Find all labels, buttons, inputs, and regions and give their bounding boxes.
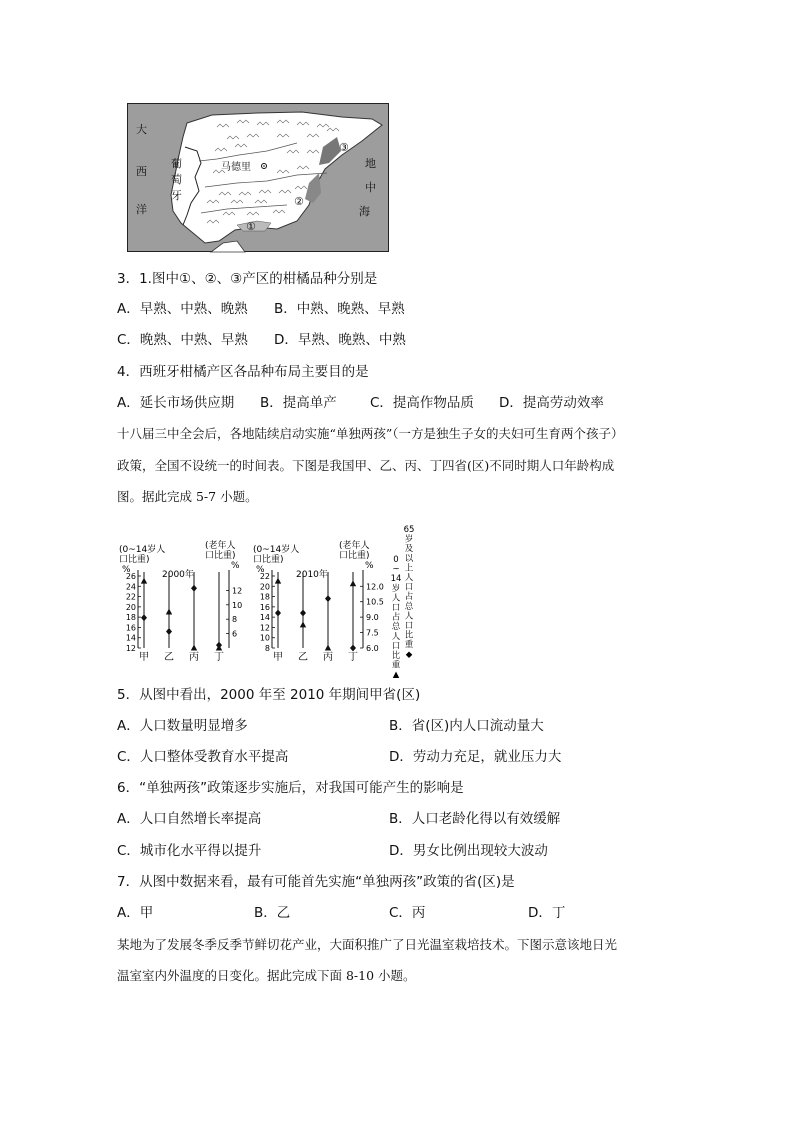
legend-triangle-char: 重 xyxy=(391,660,401,671)
med-label-2: 中 xyxy=(365,181,376,194)
med-label-1: 地 xyxy=(365,157,376,170)
right-tick-label: 6.0 xyxy=(366,644,379,653)
diamond-point xyxy=(300,610,306,617)
legend-triangle-char: ~ xyxy=(392,564,400,575)
legend-triangle-char: 比 xyxy=(391,651,401,661)
legend-diamond-char: 总 xyxy=(404,601,414,612)
q7-option-c: C．丙 xyxy=(389,905,426,921)
portugal-label-2: 萄 xyxy=(171,173,182,186)
diamond-point xyxy=(350,645,356,652)
right-tick-label: 6 xyxy=(232,629,238,639)
legend-diamond-char: 占 xyxy=(404,592,414,603)
diamond-point xyxy=(216,642,222,649)
category-label: 丁 xyxy=(348,652,358,663)
left-tick-label: 20 xyxy=(259,582,270,592)
right-tick-label: 10 xyxy=(232,600,243,610)
legend-triangle-char: 0 xyxy=(393,555,399,565)
right-tick-label: 12 xyxy=(232,586,243,596)
legend-diamond-char: 及 xyxy=(404,544,414,555)
y-left-label: 口比重) xyxy=(119,555,150,565)
legend-diamond-char: 重 xyxy=(404,640,414,651)
legend-diamond-char: 65 xyxy=(403,525,415,535)
region-3-label: ③ xyxy=(339,141,349,154)
chart-title: 2000年 xyxy=(162,570,194,580)
category-label: 甲 xyxy=(139,652,149,663)
q4-stem: 4．西班牙柑橘产区各品种布局主要目的是 xyxy=(117,364,369,380)
legend-diamond-char: 岁 xyxy=(404,534,414,545)
left-tick-label: 22 xyxy=(259,572,270,581)
q5-option-c: C．人口整体受教育水平提高 xyxy=(117,749,289,765)
legend-triangle-char: 口 xyxy=(391,603,401,613)
left-tick-label: 14 xyxy=(259,613,270,623)
left-tick-label: 14 xyxy=(125,633,136,643)
legend-diamond-char: 口 xyxy=(404,621,414,631)
med-label-3: 海 xyxy=(359,205,370,218)
category-label: 乙 xyxy=(298,652,308,663)
q6-option-c: C．城市化水平得以提升 xyxy=(117,843,262,859)
y-left-label: 口比重) xyxy=(253,555,284,565)
left-tick-label: 18 xyxy=(259,592,270,602)
passage1-line-3: 图。据此完成 5-7 小题。 xyxy=(117,489,258,504)
left-tick-label: 20 xyxy=(125,602,136,612)
q7-stem: 7．从图中数据来看，最有可能首先实施“单独两孩”政策的省(区)是 xyxy=(117,874,515,890)
region-1-label: ① xyxy=(246,220,256,233)
q7-option-b: B．乙 xyxy=(254,905,291,921)
left-tick-label: 18 xyxy=(125,613,136,623)
left-tick-label: 26 xyxy=(125,572,136,581)
category-label: 甲 xyxy=(273,652,283,663)
atlantic-label-1: 大 xyxy=(136,123,147,136)
y-right-label: (老年人 xyxy=(205,541,236,551)
legend-triangle-char: ▲ xyxy=(392,670,400,681)
q5-option-a: A．人口数量明显增多 xyxy=(117,718,248,734)
chart-title: 2010年 xyxy=(296,570,328,580)
legend-triangle-char: 人 xyxy=(391,631,401,642)
chart-panel-2000 xyxy=(119,539,242,663)
y-right-label: 口比重) xyxy=(205,551,236,561)
legend-diamond-char: 上 xyxy=(404,563,414,574)
category-label: 乙 xyxy=(164,652,174,663)
region-2-label: ② xyxy=(294,195,304,208)
q5-option-b: B．省(区)内人口流动量大 xyxy=(389,718,544,734)
passage1-line-2: 政策，全国不设统一的时间表。下图是我国甲、乙、丙、丁四省(区)不同时期人口年龄构成 xyxy=(117,458,615,473)
q6-option-a: A．人口自然增长率提高 xyxy=(117,811,262,827)
chart-legend xyxy=(391,525,415,680)
legend-diamond-char: 人 xyxy=(404,611,414,622)
triangle-point xyxy=(300,621,306,627)
population-age-chart xyxy=(117,522,422,681)
q3-option-a: A．早熟、中熟、晚熟 xyxy=(117,301,248,317)
triangle-point xyxy=(350,580,356,586)
category-label: 丙 xyxy=(189,652,199,663)
q3-stem: 3．1.图中①、②、③产区的柑橘品种分别是 xyxy=(117,271,378,287)
category-label: 丙 xyxy=(323,652,333,663)
triangle-point xyxy=(325,645,331,651)
right-tick-label: 12.0 xyxy=(366,582,384,592)
q4-option-b: B．提高单产 xyxy=(260,395,337,411)
legend-diamond-char: 口 xyxy=(404,582,414,593)
y-left-label: % xyxy=(256,565,265,575)
legend-diamond-char: ◆ xyxy=(405,649,413,660)
diamond-point xyxy=(191,585,197,592)
left-tick-label: 12 xyxy=(259,623,270,633)
q6-stem: 6．“单独两孩”政策逐步实施后，对我国可能产生的影响是 xyxy=(117,780,464,796)
legend-diamond-char: 以 xyxy=(404,553,414,564)
legend-triangle-char: 占 xyxy=(391,612,401,623)
portugal-label-3: 牙 xyxy=(171,189,182,202)
left-tick-label: 12 xyxy=(125,644,136,653)
left-tick-label: 16 xyxy=(259,602,270,612)
madrid-label: 马德里 xyxy=(221,162,251,173)
q4-option-c: C．提高作物品质 xyxy=(370,395,474,411)
q4-option-a: A．延长市场供应期 xyxy=(117,395,235,411)
diamond-point xyxy=(275,610,281,617)
passage1-line-1: 十八届三中全会后，各地陆续启动实施“单独两孩”（一方是独生子女的夫妇可生育两个孩子） xyxy=(117,426,624,441)
legend-triangle-char: 岁 xyxy=(391,583,401,594)
triangle-point xyxy=(275,578,281,584)
right-tick-label: 7.5 xyxy=(366,628,379,638)
q5-stem: 5．从图中看出，2000 年至 2010 年期间甲省(区) xyxy=(117,687,421,703)
triangle-point xyxy=(166,609,172,615)
q7-option-d: D．丁 xyxy=(528,905,566,921)
q5-option-d: D．劳动力充足，就业压力大 xyxy=(389,749,562,765)
legend-triangle-char: 总 xyxy=(391,622,401,633)
diamond-point xyxy=(325,595,331,602)
atlantic-label-2: 西 xyxy=(136,165,147,178)
right-tick-label: 8 xyxy=(232,615,238,625)
left-tick-label: 22 xyxy=(125,592,136,602)
q3-option-b: B．中熟、晚熟、早熟 xyxy=(274,301,405,317)
y-left-label: (0~14岁人 xyxy=(253,545,300,555)
diamond-point xyxy=(141,614,147,621)
diamond-point xyxy=(166,628,172,635)
left-tick-label: 10 xyxy=(259,633,270,643)
q7-option-a: A．甲 xyxy=(117,905,154,921)
legend-triangle-char: 口 xyxy=(391,641,401,652)
portugal-label-1: 葡 xyxy=(171,157,182,170)
y-right-label: % xyxy=(231,561,240,571)
q3-option-d: D．早熟、晚熟、中熟 xyxy=(274,332,406,348)
triangle-point xyxy=(191,645,197,651)
legend-triangle-char: 14 xyxy=(390,574,402,585)
right-tick-label: 9.0 xyxy=(366,613,379,623)
y-left-label: (0~14岁人 xyxy=(119,545,166,555)
y-right-label: % xyxy=(365,561,374,571)
category-label: 丁 xyxy=(214,652,224,663)
legend-triangle-char: 人 xyxy=(391,593,401,604)
atlantic-label-3: 洋 xyxy=(136,203,147,216)
y-left-label: % xyxy=(122,565,131,575)
right-tick-label: 10.5 xyxy=(366,597,384,607)
left-tick-label: 16 xyxy=(125,623,136,633)
q6-option-d: D．男女比例出现较大波动 xyxy=(389,843,548,859)
legend-diamond-char: 比 xyxy=(404,630,414,641)
legend-diamond-char: 人 xyxy=(404,573,414,583)
passage2-line-1: 某地为了发展冬季反季节鲜切花产业，大面积推广了日光温室栽培技术。下图示意该地日光 xyxy=(117,937,618,952)
triangle-point xyxy=(141,578,147,584)
q6-option-b: B．人口老龄化得以有效缓解 xyxy=(389,811,561,827)
left-tick-label: 24 xyxy=(125,582,136,592)
left-tick-label: 8 xyxy=(264,644,270,653)
chart-panel-2010 xyxy=(253,539,384,663)
y-right-label: (老年人 xyxy=(339,541,370,551)
q3-option-c: C．晚熟、中熟、早熟 xyxy=(117,332,248,348)
y-right-label: 口比重) xyxy=(339,551,370,561)
iberia-citrus-map xyxy=(127,103,389,252)
q4-option-d: D．提高劳动效率 xyxy=(499,395,604,411)
passage2-line-2: 温室室内外温度的日变化。据此完成下面 8-10 小题。 xyxy=(117,968,416,983)
